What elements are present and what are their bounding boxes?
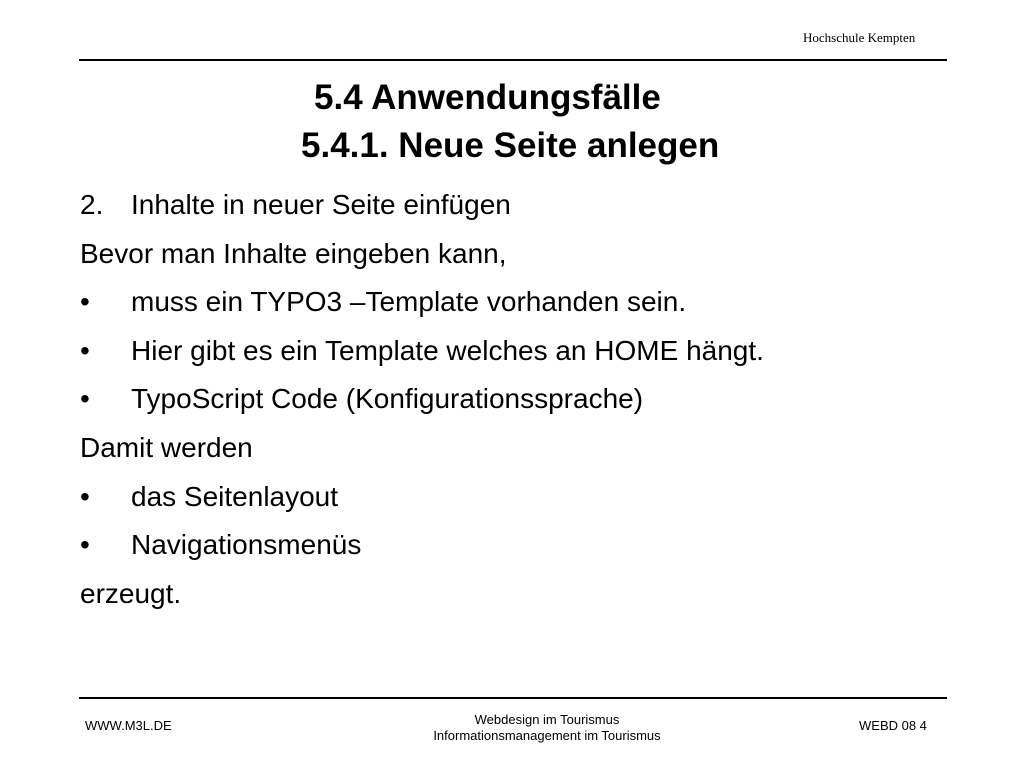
bullet-icon: • xyxy=(80,480,90,512)
bullet-icon: • xyxy=(80,383,90,415)
bullet-text: Hier gibt es ein Template welches an HOME hängt. xyxy=(131,334,764,366)
header-organization: Hochschule Kempten xyxy=(803,30,916,45)
bullet-icon: • xyxy=(80,334,90,366)
bullet-item xyxy=(80,521,940,570)
slide-body xyxy=(80,181,940,618)
footer-divider xyxy=(79,697,947,699)
slide-title: 5.4 Anwendungsfälle xyxy=(314,78,661,117)
bullet-icon: • xyxy=(80,286,90,318)
footer-course-line2: Informationsmanagement im Tourismus xyxy=(433,728,661,743)
numbered-item xyxy=(80,181,940,230)
bullet-text: TypoScript Code (Konfigurationssprache) xyxy=(131,383,644,415)
closing-text: erzeugt. xyxy=(80,577,182,609)
footer-course-line1: Webdesign im Tourismus xyxy=(474,712,620,727)
bullet-item xyxy=(80,327,940,376)
intro-text: Bevor man Inhalte eingeben kann, xyxy=(80,237,507,269)
header-divider xyxy=(79,59,947,61)
footer-slide-number: WEBD 08 4 xyxy=(859,718,927,733)
item-number: 2. xyxy=(80,189,104,220)
bullet-text: Navigationsmenüs xyxy=(131,529,362,561)
bullet-text: das Seitenlayout xyxy=(131,480,339,512)
bullet-item xyxy=(80,375,940,424)
slide-subtitle: 5.4.1. Neue Seite anlegen xyxy=(301,126,720,165)
footer-website: WWW.M3L.DE xyxy=(85,718,172,733)
footer-course xyxy=(412,712,682,744)
bullet-text: muss ein TYPO3 –Template vorhanden sein. xyxy=(131,286,687,318)
item-text: Inhalte in neuer Seite einfügen xyxy=(131,189,511,220)
bullet-item xyxy=(80,473,940,522)
intro-text: Damit werden xyxy=(80,431,253,463)
bullet-icon: • xyxy=(80,529,90,561)
bullet-item xyxy=(80,278,940,327)
